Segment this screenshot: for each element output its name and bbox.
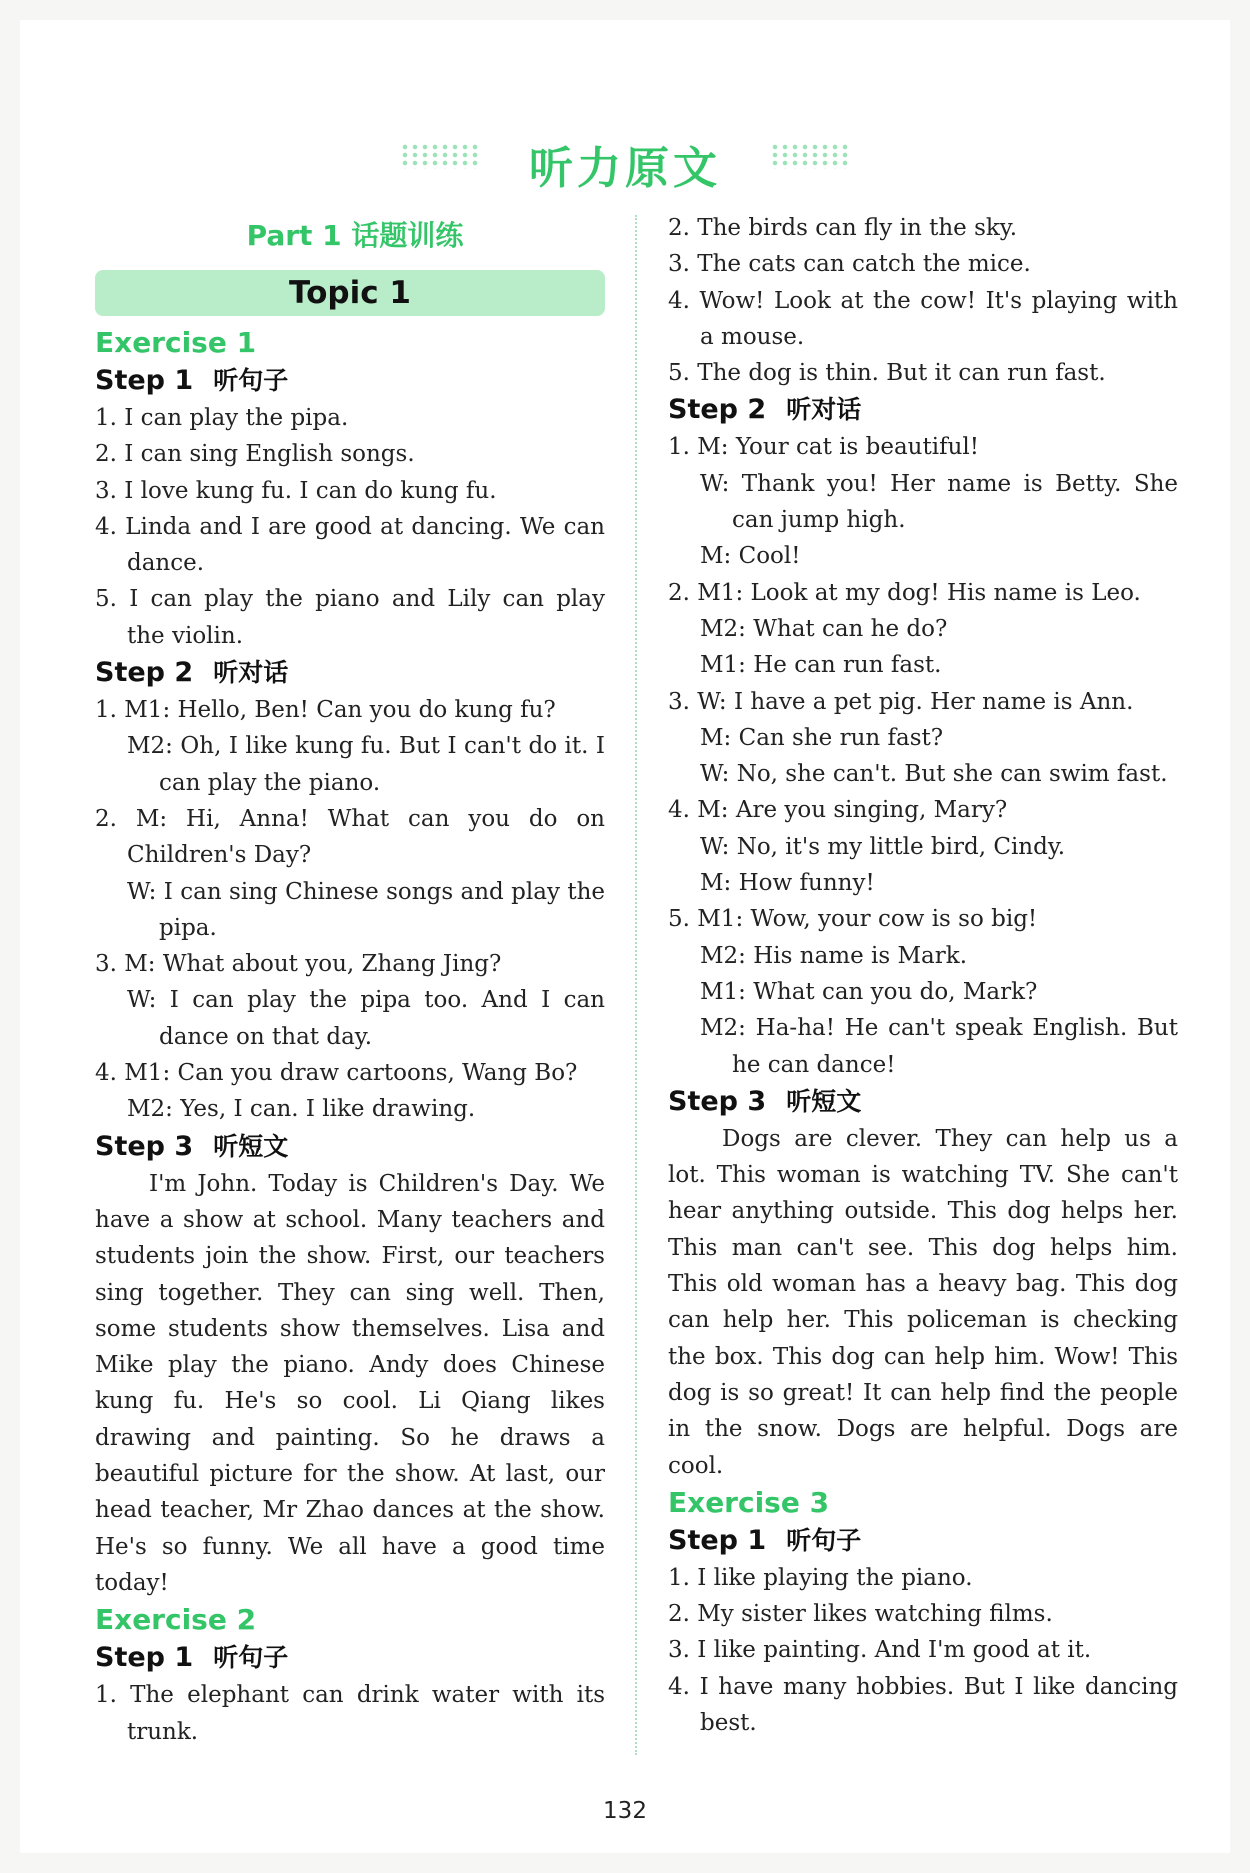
ex3-step1-heading <box>668 1522 1178 1560</box>
sentence-item: 1. The elephant can drink water with its trunk. <box>95 1682 605 1745</box>
dialogue-line: 2. M1: Look at my dog! His name is Leo. <box>668 579 1141 606</box>
sentence-item: 4. I have many hobbies. But I like dancing best. <box>668 1673 1178 1736</box>
ex1-step2-heading <box>95 654 605 692</box>
step-zh-label: 听句子 <box>213 1643 289 1673</box>
sentence-item: 4. Wow! Look at the cow! It's playing with a mouse. <box>668 287 1178 350</box>
dialogue-line: M: Can she run fast? <box>700 724 944 751</box>
step-label: Step 3 <box>668 1085 767 1117</box>
dialogue-line: 4. M1: Can you draw cartoons, Wang Bo? <box>95 1060 578 1087</box>
step-label: Step 1 <box>95 1642 194 1674</box>
sentence-item: 5. I can play the piano and Lily can play the violin. <box>95 586 605 649</box>
step-label: Step 2 <box>668 394 767 426</box>
sentence-item: 3. I like painting. And I'm good at it. <box>668 1637 1092 1664</box>
passage-text: I'm John. Today is Children's Day. We have a show at school. Many teachers and students join the show. First, our teachers sing together. They can sing well. Then, some students show themselves. Lisa and Mike play the piano. Andy does Chinese kung fu. He's so cool. Li Qiang likes drawing and painting. So he draws a beautiful picture for the show. At last, our head teacher, Mr Zhao dances at the show. He's so funny. We all have a good time today! <box>95 1170 605 1596</box>
page-title: 听力原文 <box>529 143 721 194</box>
exercise-1-heading: Exercise 1 <box>95 326 257 359</box>
dialogue-line: M2: His name is Mark. <box>700 942 968 969</box>
step-label: Step 1 <box>668 1524 767 1556</box>
step-zh-label: 听对话 <box>786 395 862 425</box>
step-zh-label: 听句子 <box>213 366 289 395</box>
dialogue-line: 3. M: What about you, Zhang Jing? <box>95 951 502 978</box>
dialogue-line: W: No, it's my little bird, Cindy. <box>700 833 1066 860</box>
dialogue-line: 4. M: Are you singing, Mary? <box>668 797 1008 824</box>
dialogue-line: 1. M1: Hello, Ben! Can you do kung fu? <box>95 697 556 724</box>
dialogue-line: M1: What can you do, Mark? <box>700 978 1038 1005</box>
right-column <box>668 210 1178 1741</box>
sentence-item: 1. I can play the pipa. <box>95 405 349 431</box>
dialogue-line: 2. M: Hi, Anna! What can you do on Children's Day? <box>95 805 605 869</box>
dialogue-line: M: Cool! <box>700 543 801 570</box>
decorative-dots-right <box>770 143 850 169</box>
exercise-3-heading: Exercise 3 <box>668 1485 830 1519</box>
column-divider <box>635 215 637 1755</box>
step-zh-label: 听对话 <box>213 658 289 688</box>
dialogue-line: W: I can play the pipa too. And I can dance on that day. <box>127 987 605 1050</box>
sentence-item: 2. My sister likes watching films. <box>668 1601 1053 1628</box>
ex2-step2-heading <box>668 391 1178 429</box>
dialogue-line: M2: Oh, I like kung fu. But I can't do it. I can play the piano. <box>127 733 605 796</box>
dialogue-line: W: I can sing Chinese songs and play the pipa. <box>127 878 605 941</box>
dialogue-line: M: How funny! <box>700 870 875 897</box>
step-zh-label: 听短文 <box>213 1131 289 1161</box>
sentence-item: 4. Linda and I are good at dancing. We can dance. <box>95 513 605 577</box>
dialogue-line: 1. M: Your cat is beautiful! <box>668 434 980 461</box>
ex2-step3-heading <box>668 1083 1178 1121</box>
dialogue-line: 3. W: I have a pet pig. Her name is Ann. <box>668 688 1134 715</box>
dialogue-line: M2: Yes, I can. I like drawing. <box>127 1096 476 1123</box>
dialogue-line: 5. M1: Wow, your cow is so big! <box>668 906 1038 933</box>
left-column <box>95 210 605 1750</box>
dialogue-line: W: No, she can't. But she can swim fast. <box>700 761 1168 788</box>
dialogue-line: M2: What can he do? <box>700 615 948 642</box>
header <box>0 110 1250 200</box>
sentence-item: 5. The dog is thin. But it can run fast. <box>668 360 1106 387</box>
topic-heading: Topic 1 <box>95 270 605 316</box>
step-zh-label: 听句子 <box>786 1525 862 1555</box>
ex1-step3-heading <box>95 1128 605 1166</box>
step-label: Step 2 <box>95 657 194 689</box>
step-label: Step 3 <box>95 1130 194 1162</box>
sentence-item: 3. I love kung fu. I can do kung fu. <box>95 477 497 504</box>
sentence-item: 2. I can sing English songs. <box>95 441 415 468</box>
sentence-item: 3. The cats can catch the mice. <box>668 251 1031 278</box>
exercise-2-heading: Exercise 2 <box>95 1603 257 1637</box>
dialogue-line: M1: He can run fast. <box>700 652 942 679</box>
page-number: 132 <box>603 1798 647 1824</box>
step-label: Step 1 <box>95 365 194 396</box>
part-title: Part 1 话题训练 <box>246 219 464 252</box>
passage-text: Dogs are clever. They can help us a lot. This woman is watching TV. She can't hear anything outside. This dog helps her. This man can't see. This dog helps him. This old woman has a heavy bag. This dog can help her. This policeman is checking the box. This dog can help him. Wow! This dog is so great! It can help find the people in the snow. Dogs are helpful. Dogs are cool. <box>668 1125 1178 1479</box>
ex1-step1-heading <box>95 362 605 400</box>
sentence-item: 2. The birds can fly in the sky. <box>668 215 1018 241</box>
dialogue-line: M2: Ha-ha! He can't speak English. But he can dance! <box>700 1015 1178 1078</box>
dialogue-line: W: Thank you! Her name is Betty. She can jump high. <box>700 470 1178 534</box>
step-zh-label: 听短文 <box>786 1086 862 1116</box>
ex2-step1-heading <box>95 1639 605 1677</box>
sentence-item: 1. I like playing the piano. <box>668 1564 973 1591</box>
